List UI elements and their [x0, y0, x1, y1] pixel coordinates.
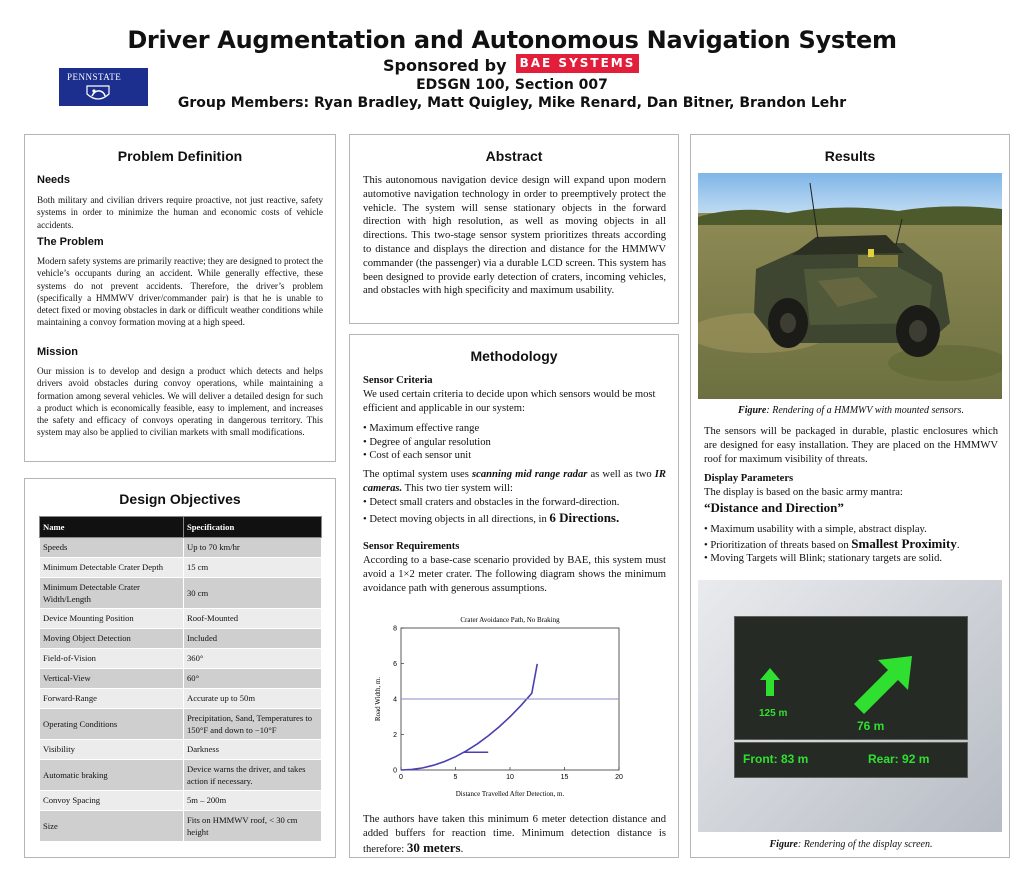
table-row: [40, 740, 322, 760]
poster-title: Driver Augmentation and Autonomous Navigation System: [127, 26, 897, 54]
objective-spec-cell: Roof-Mounted: [184, 609, 322, 629]
design-objectives-body: [40, 538, 322, 842]
mission-heading: Mission: [37, 346, 78, 358]
problem-heading: The Problem: [37, 236, 104, 248]
figure-caption-text: : Rendering of the display screen.: [797, 839, 933, 850]
display-parameters-heading: Display Parameters: [704, 473, 794, 484]
objective-name-cell: Field-of-Vision: [40, 649, 184, 669]
objective-name-cell: Visibility: [40, 740, 184, 760]
right-threat-distance: 76 m: [857, 719, 885, 733]
mission-text: Our mission is to develop and design a product which detects and helps drivers avoid obstacles during convoy operations, while maintaining a formation among several vehicles. We will deliver a detailed design for such a product which is economically feasible, easy to implement, and increases the safety and efficacy of convoys operating in dangerous territory. This system may also be applied to civilian markets with small modifications.: [37, 366, 323, 438]
results-title: Results: [824, 148, 876, 164]
optimal-text-a: The optimal system uses: [363, 469, 473, 480]
list-item-text: Moving Targets will Blink; stationary targets are solid.: [710, 553, 943, 565]
penn-state-logo: [59, 68, 148, 106]
methodology-title: Methodology: [470, 348, 558, 364]
x-tick-label: 0: [399, 774, 403, 781]
sensor-criteria-heading: Sensor Criteria: [363, 375, 433, 386]
results-panel: [690, 134, 1010, 858]
chart-y-label: Road Width, m.: [374, 676, 382, 722]
tier-one-text: • Detect small craters and obstacles in the forward-direction.: [363, 497, 620, 508]
conclusion-text-a: The authors have taken this minimum 6 meter detection distance and added buffers for reaction time. Minimum detection distance is therefore:: [363, 814, 666, 855]
sensor-criteria-text: We used certain criteria to decide upon which sensors would be most efficient and applicable in our system:: [363, 389, 656, 414]
design-objectives-table: [39, 516, 322, 842]
objective-spec-cell: 15 cm: [184, 558, 322, 578]
table-row: [40, 689, 322, 709]
optimal-system-text: [363, 468, 666, 496]
table-row: [40, 811, 322, 842]
figure-label: Figure: [738, 405, 767, 416]
packaging-text: The sensors will be packaged in durable, plastic enclosures which are designed for easy installation. They are placed on the HMMWV roof for maximum visibility of threats.: [704, 426, 998, 465]
objective-name-cell: Device Mounting Position: [40, 609, 184, 629]
list-item-text: Maximum usability with a simple, abstract display.: [710, 524, 927, 535]
sensor-requirements-heading: Sensor Requirements: [363, 541, 460, 552]
problem-definition-title: Problem Definition: [117, 148, 243, 164]
left-arrow-icon: [758, 666, 782, 698]
objective-spec-cell: Included: [184, 629, 322, 649]
table-row: [40, 649, 322, 669]
optimal-text-radar: scanning mid range radar: [472, 469, 588, 480]
abstract-text: This autonomous navigation device design will expand upon modern automotive navigation technology in order to preemptively protect the vehicle. The system will sense stationary objects in the forward direction with high resolution, as well as moving objects in all directions. This two-stage sensor system prioritizes threats according to distance and displays the direction and distance for the HMMWV commander (the passenger) via a durable LCD screen. This system has been designed to provide early detection of craters, incoming vehicles, and obstacles with high specificity and maximum usability.: [363, 175, 666, 297]
table-row: [40, 578, 322, 609]
bae-systems-logo: BAE SYSTEMS: [516, 54, 639, 73]
objective-spec-cell: Fits on HMMWV roof, < 30 cm height: [184, 811, 322, 842]
table-row: [40, 609, 322, 629]
chart-title: Crater Avoidance Path, No Braking: [460, 616, 560, 624]
optimal-text-e: This two tier system will:: [402, 482, 513, 494]
objective-name-cell: Minimum Detectable Crater Width/Length: [40, 578, 184, 609]
army-mantra: “Distance and Direction”: [704, 500, 844, 515]
table-row: [40, 669, 322, 689]
y-tick-label: 8: [393, 625, 397, 633]
objective-name-cell: Convoy Spacing: [40, 791, 184, 811]
objective-spec-cell: 30 cm: [184, 578, 322, 609]
col-spec-header: Specification: [184, 517, 322, 538]
list-item-text: Prioritization of threats based on: [710, 539, 852, 551]
rear-distance: Rear: 92 m: [868, 752, 930, 766]
objective-spec-cell: 5m – 200m: [184, 791, 322, 811]
y-tick-label: 6: [393, 661, 397, 668]
list-item: • Maximum effective range: [363, 422, 663, 436]
objective-name-cell: Operating Conditions: [40, 709, 184, 740]
objective-name-cell: Automatic braking: [40, 760, 184, 791]
thirty-meters-highlight: 30 meters: [406, 839, 461, 855]
hmmwv-figure-caption: [691, 405, 1011, 416]
objective-spec-cell: Up to 70 km/hr: [184, 538, 322, 558]
optimal-text-c: as well as two: [587, 469, 655, 480]
group-members: Group Members: Ryan Bradley, Matt Quigley, Mike Renard, Dan Bitner, Brandon Lehr: [177, 95, 847, 111]
diagonal-arrow-icon: [852, 654, 914, 716]
display-figure-caption: [691, 839, 1011, 850]
conclusion-text: [363, 813, 666, 856]
list-item: [704, 537, 1000, 553]
front-distance: Front: 83 m: [743, 752, 809, 766]
table-row: [40, 629, 322, 649]
y-tick-label: 2: [393, 732, 397, 739]
list-item: • Degree of angular resolution: [363, 436, 663, 450]
display-parameter-list: [704, 523, 1000, 566]
six-directions-highlight: 6 Directions.: [549, 510, 620, 525]
table-header-row: [40, 517, 322, 538]
objective-name-cell: Size: [40, 811, 184, 842]
needs-heading: Needs: [37, 174, 71, 186]
table-row: [40, 538, 322, 558]
tier-two-text-a: • Detect moving objects in all directions, in: [363, 514, 550, 525]
sensor-criteria-list: [363, 422, 663, 463]
sponsored-by-label: Sponsored by: [383, 56, 507, 75]
x-tick-label: 10: [506, 774, 514, 781]
table-row: [40, 709, 322, 740]
needs-text: Both military and civilian drivers require proactive, not just reactive, safety systems in order to minimize the human and economic costs of vehicle accidents.: [37, 195, 323, 230]
figure-label: Figure: [769, 839, 798, 850]
y-tick-label: 4: [393, 696, 397, 704]
objective-name-cell: Minimum Detectable Crater Depth: [40, 558, 184, 578]
chart-x-label: Distance Travelled After Detection, m.: [455, 790, 565, 798]
abstract-panel: [349, 134, 679, 324]
abstract-title: Abstract: [485, 148, 543, 164]
nittany-lion-icon: [85, 82, 113, 104]
display-screen-rendering: [698, 580, 1002, 832]
figure-caption-text: : Rendering of a HMMWV with mounted sensors.: [766, 405, 964, 416]
objective-spec-cell: Darkness: [184, 740, 322, 760]
smallest-proximity-highlight: Smallest Proximity: [851, 535, 957, 551]
col-name-header: Name: [40, 517, 184, 538]
tier-two-text: [363, 511, 666, 527]
series-line-avoidance-path: [401, 664, 537, 770]
list-item: [704, 552, 1000, 566]
penn-state-logo-text: PENNSTATE: [67, 72, 122, 82]
x-tick-label: 5: [453, 774, 458, 781]
objective-spec-cell: Precipitation, Sand, Temperatures to 150°F and down to −10°F: [184, 709, 322, 740]
course-label: EDSGN 100, Section 007: [416, 77, 608, 93]
objective-spec-cell: 360°: [184, 649, 322, 669]
crater-avoidance-chart: [370, 610, 655, 802]
objective-spec-cell: Accurate up to 50m: [184, 689, 322, 709]
objective-name-cell: Speeds: [40, 538, 184, 558]
hmmwv-rendering-image: [698, 173, 1002, 399]
objective-name-cell: Moving Object Detection: [40, 629, 184, 649]
objective-name-cell: Forward-Range: [40, 689, 184, 709]
y-tick-label: 0: [393, 767, 397, 775]
list-item: • Cost of each sensor unit: [363, 449, 663, 463]
left-threat-distance: 125 m: [759, 708, 788, 719]
x-tick-label: 15: [560, 774, 569, 781]
design-objectives-title: Design Objectives: [119, 491, 241, 507]
problem-text: Modern safety systems are primarily reactive; they are designed to protect the vehicle’s occupants during an accident. While generally effective, these systems do not prevent accidents. Therefore, the driver’s problem (specifically a HMMWV driver/commander pair) is that he is unable to detect fixed or moving obstacles in dark or difficult weather conditions while maintaining a convoy formation moving at a high speed.: [37, 256, 323, 328]
x-tick-label: 20: [615, 774, 623, 781]
optimal-text-ir: IR cameras.: [363, 469, 666, 494]
objective-spec-cell: Device warns the driver, and takes action if necessary.: [184, 760, 322, 791]
list-item: [704, 523, 1000, 537]
objective-spec-cell: 60°: [184, 669, 322, 689]
table-row: [40, 760, 322, 791]
sensor-requirements-text: According to a base-case scenario provided by BAE, this system must avoid a 1×2 meter crater. The following diagram shows the minimum avoidance path with generous assumptions.: [363, 555, 666, 594]
table-row: [40, 791, 322, 811]
problem-definition-panel: [24, 134, 336, 462]
table-row: [40, 558, 322, 578]
conclusion-text-c: .: [460, 843, 464, 855]
objective-name-cell: Vertical-View: [40, 669, 184, 689]
methodology-panel: [349, 334, 679, 858]
list-item-end: .: [956, 539, 960, 551]
display-parameters-text: The display is based on the basic army mantra:: [704, 487, 903, 498]
